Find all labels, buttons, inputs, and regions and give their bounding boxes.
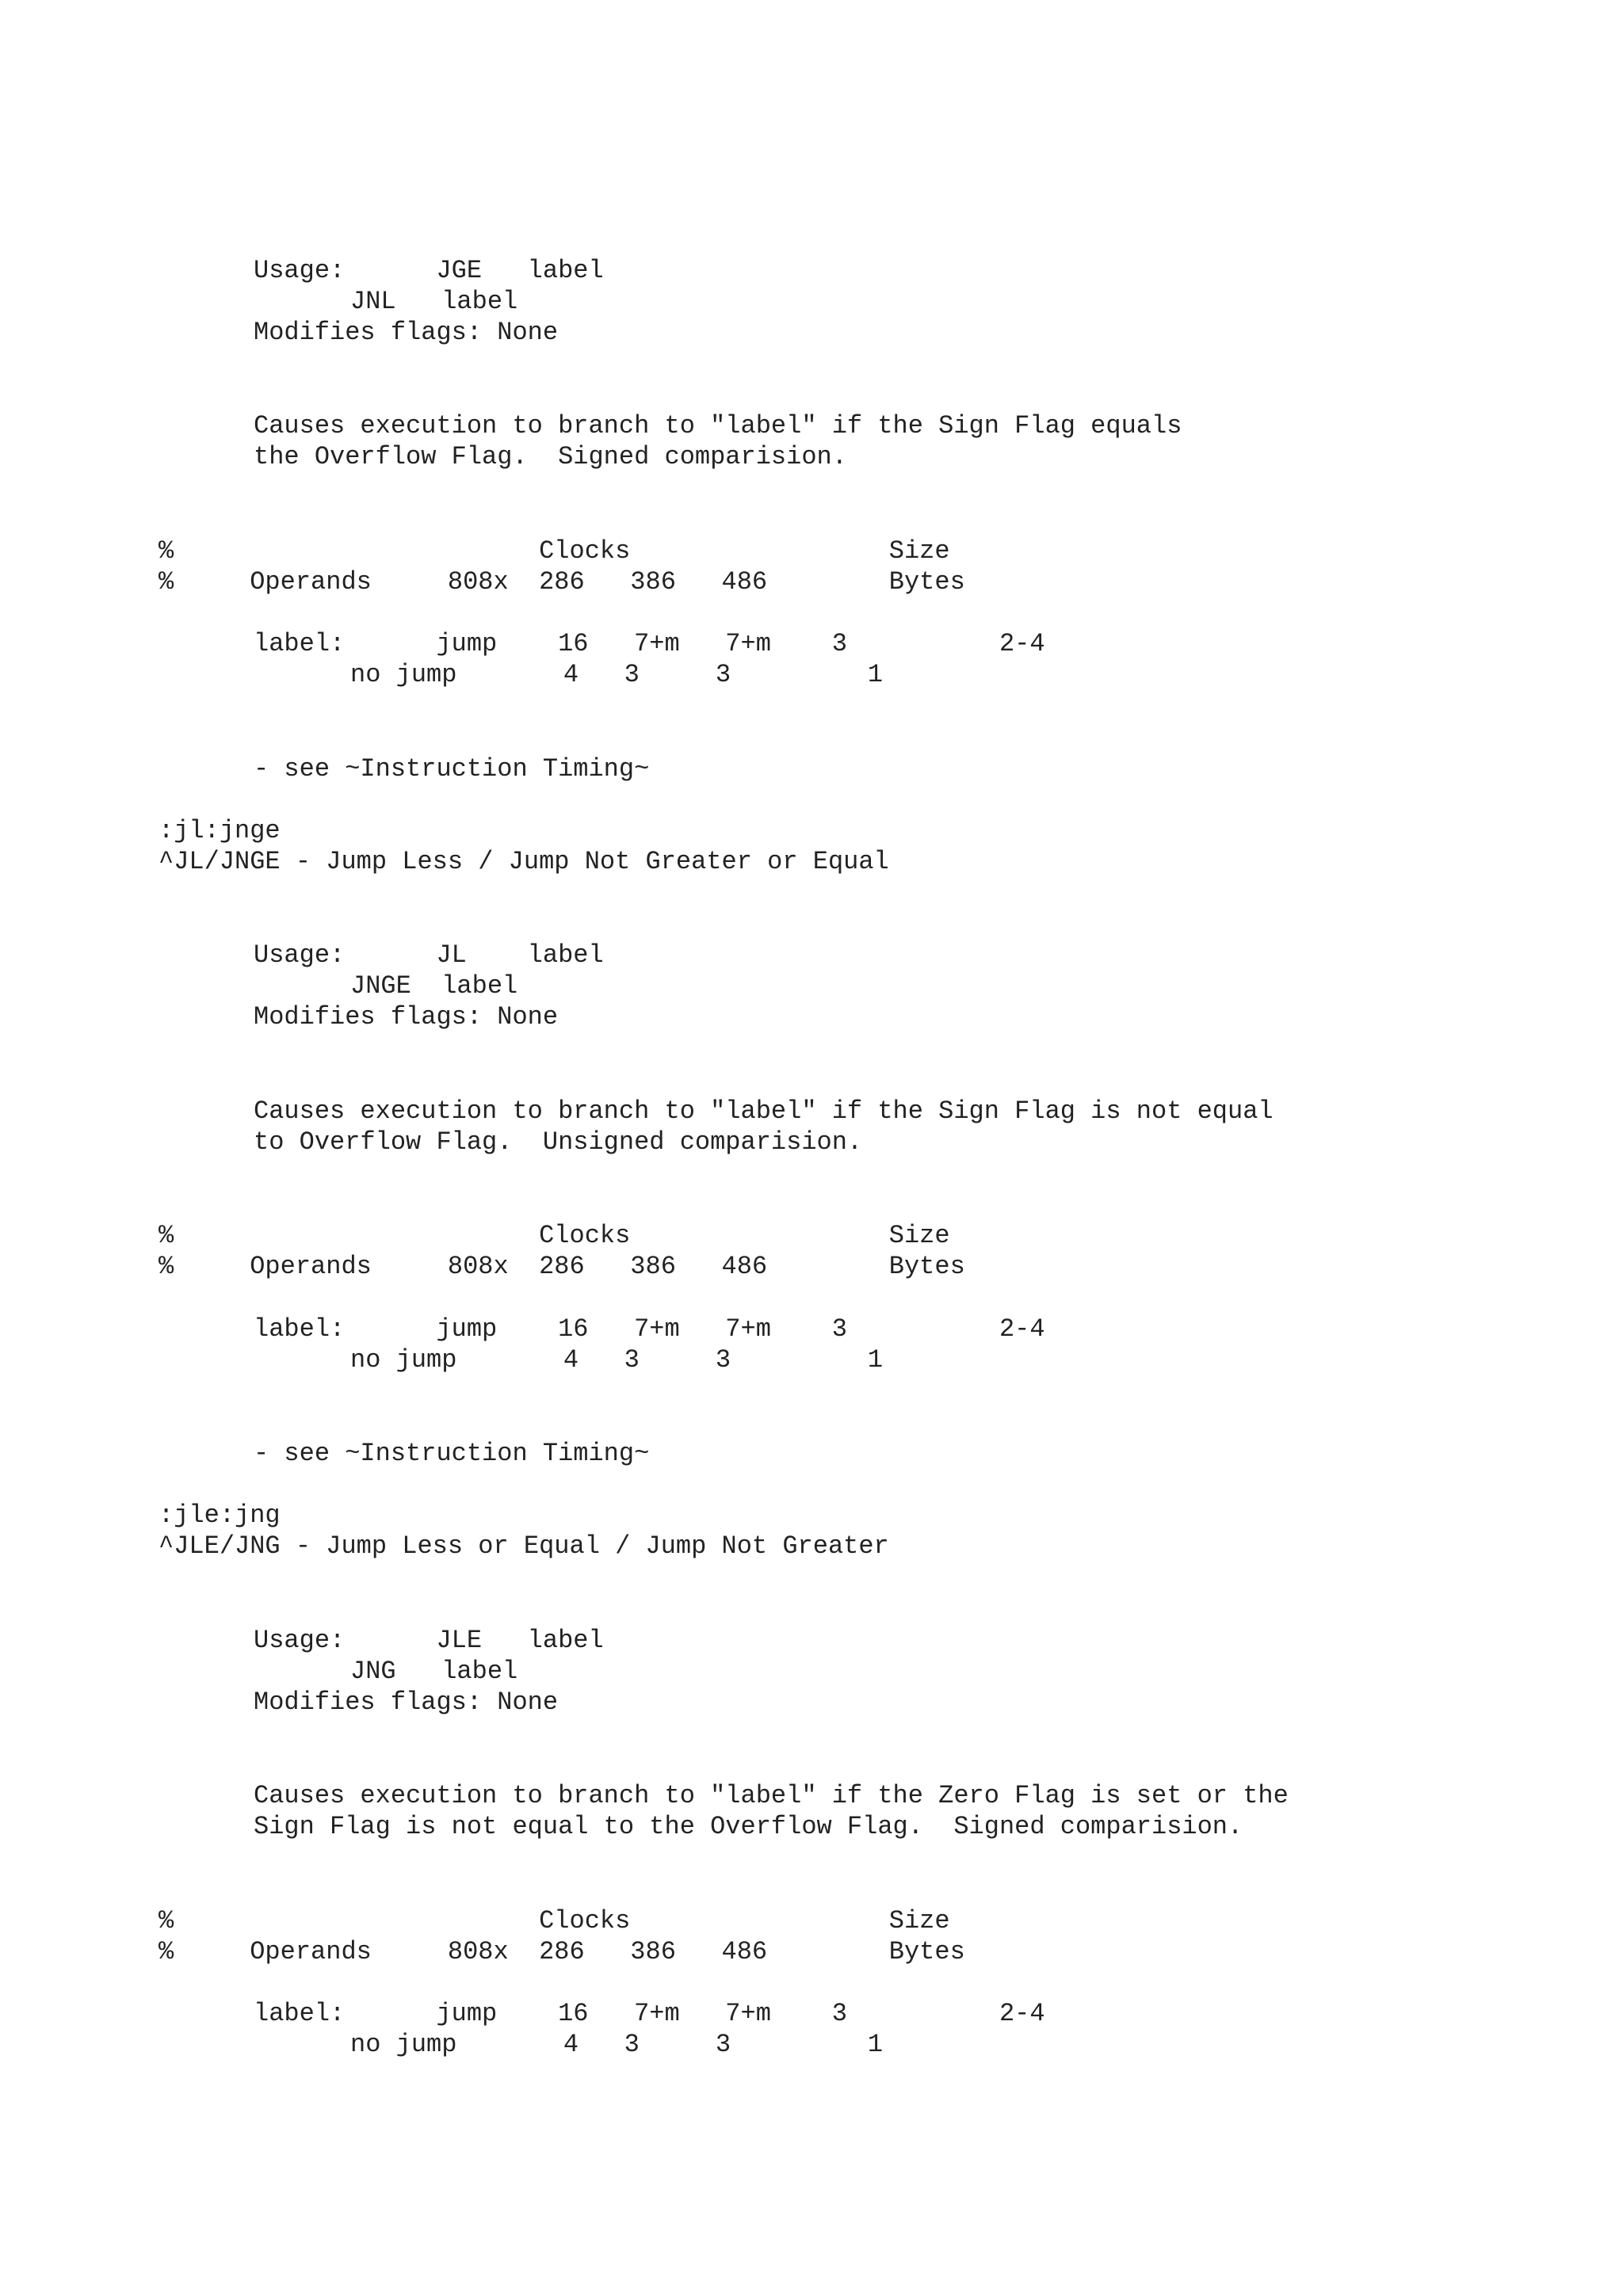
usage-alt-line: JNGE label — [350, 971, 518, 1001]
timing-row: no jump 4 3 3 1 — [350, 660, 884, 689]
description-line: Causes execution to branch to "label" if the Zero Flag is set or the — [254, 1781, 1289, 1810]
timing-header-line: % Operands 808x 286 386 486 Bytes — [158, 567, 965, 597]
usage-line: Usage: JLE label — [254, 1626, 604, 1655]
usage-line: Usage: JGE label — [254, 256, 604, 285]
description-line: the Overflow Flag. Signed comparision. — [254, 442, 847, 471]
description-line: Causes execution to branch to "label" if the Sign Flag is not equal — [254, 1097, 1274, 1126]
modifies-flags-line: Modifies flags: None — [254, 1688, 559, 1717]
usage-alt-line: JNG label — [350, 1657, 518, 1686]
description-line: to Overflow Flag. Unsigned comparision. — [254, 1127, 863, 1157]
timing-header-line: % Clocks Size — [158, 1221, 950, 1250]
section-heading: ^JLE/JNG - Jump Less or Equal / Jump Not Greater — [158, 1531, 889, 1561]
timing-header-line: % Clocks Size — [158, 1906, 950, 1936]
modifies-flags-line: Modifies flags: None — [254, 318, 559, 347]
see-also-line: - see ~Instruction Timing~ — [254, 1439, 650, 1468]
timing-row: label: jump 16 7+m 7+m 3 2-4 — [254, 629, 1045, 658]
usage-line: Usage: JL label — [254, 940, 604, 970]
timing-row: label: jump 16 7+m 7+m 3 2-4 — [254, 1314, 1045, 1344]
usage-alt-line: JNL label — [350, 287, 518, 316]
timing-row: label: jump 16 7+m 7+m 3 2-4 — [254, 1999, 1045, 2028]
modifies-flags-line: Modifies flags: None — [254, 1002, 559, 1032]
timing-header-line: % Clocks Size — [158, 536, 950, 566]
description-line: Sign Flag is not equal to the Overflow Flag. Signed comparision. — [254, 1812, 1243, 1841]
timing-header-line: % Operands 808x 286 386 486 Bytes — [158, 1937, 965, 1966]
topic-tag: :jle:jng — [158, 1501, 281, 1530]
timing-row: no jump 4 3 3 1 — [350, 2030, 884, 2059]
section-heading: ^JL/JNGE - Jump Less / Jump Not Greater or Equal — [158, 847, 889, 876]
description-line: Causes execution to branch to "label" if the Sign Flag equals — [254, 411, 1182, 441]
topic-tag: :jl:jnge — [158, 816, 281, 845]
see-also-line: - see ~Instruction Timing~ — [254, 754, 650, 784]
timing-row: no jump 4 3 3 1 — [350, 1345, 884, 1375]
timing-header-line: % Operands 808x 286 386 486 Bytes — [158, 1252, 965, 1281]
